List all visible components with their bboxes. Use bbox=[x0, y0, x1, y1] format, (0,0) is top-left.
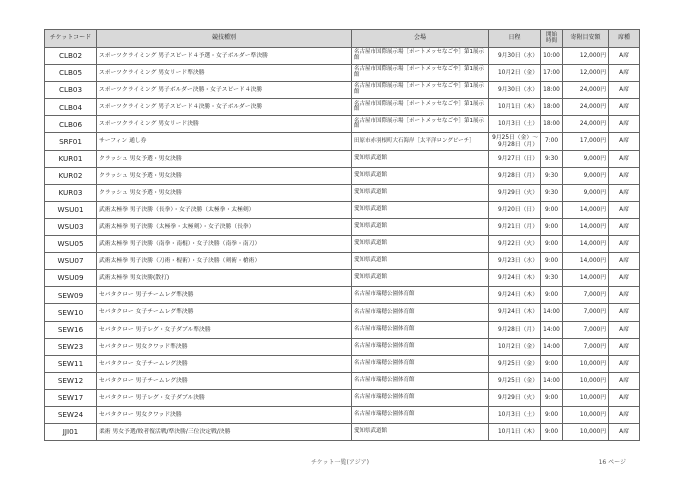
ticket-code: JJI01 bbox=[45, 424, 97, 441]
start-time: 17:00 bbox=[541, 65, 563, 82]
event-date: 9月25日（金） bbox=[489, 372, 541, 389]
start-time: 9:30 bbox=[541, 270, 563, 287]
venue-name: 名古屋市瑞穂公園体育館 bbox=[352, 321, 489, 338]
event-date: 9月25日（金）～9月28日（月） bbox=[489, 133, 541, 150]
ticket-code: WSU05 bbox=[45, 236, 97, 253]
event-date: 9月22日（火） bbox=[489, 236, 541, 253]
event-name: セパタクロー 男子レグ・女子ダブル決勝 bbox=[97, 389, 352, 406]
event-date: 9月28日（月） bbox=[489, 321, 541, 338]
donation-amount: 14,000円 bbox=[563, 270, 609, 287]
ticket-code: WSU01 bbox=[45, 201, 97, 218]
event-date: 10月3日（土） bbox=[489, 406, 541, 423]
start-time: 14:00 bbox=[541, 304, 563, 321]
start-time: 9:00 bbox=[541, 236, 563, 253]
event-name: セパタクロー 男子チームレグ決勝 bbox=[97, 372, 352, 389]
venue-name: 名古屋市国際展示場［ポートメッセなごや］第1展示館 bbox=[352, 116, 489, 133]
seat-type: A席 bbox=[609, 304, 640, 321]
event-name: スポーツクライミング 男女リード決勝 bbox=[97, 116, 352, 133]
event-date: 9月23日（水） bbox=[489, 253, 541, 270]
event-date: 9月21日（月） bbox=[489, 218, 541, 235]
page-number: 16 ページ bbox=[598, 459, 626, 466]
venue-name: 愛知県武道館 bbox=[352, 201, 489, 218]
venue-name: 愛知県武道館 bbox=[352, 167, 489, 184]
seat-type: A席 bbox=[609, 65, 640, 82]
table-row bbox=[45, 372, 640, 389]
event-date: 9月30日（水） bbox=[489, 48, 541, 65]
ticket-code: WSU03 bbox=[45, 218, 97, 235]
ticket-code: SEW17 bbox=[45, 389, 97, 406]
table-row bbox=[45, 82, 640, 99]
event-date: 9月20日（日） bbox=[489, 201, 541, 218]
event-name: スポーツクライミング 男女リード準決勝 bbox=[97, 65, 352, 82]
venue-name: 愛知県武道館 bbox=[352, 253, 489, 270]
event-date: 9月24日（木） bbox=[489, 304, 541, 321]
seat-type: A席 bbox=[609, 270, 640, 287]
donation-amount: 12,000円 bbox=[563, 65, 609, 82]
event-name: 武術太極拳 男子決勝（刀術・棍術）・女子決勝（剣術・槍術） bbox=[97, 253, 352, 270]
start-time: 9:30 bbox=[541, 167, 563, 184]
donation-amount: 24,000円 bbox=[563, 99, 609, 116]
donation-amount: 10,000円 bbox=[563, 406, 609, 423]
event-date: 10月1日（木） bbox=[489, 99, 541, 116]
donation-amount: 14,000円 bbox=[563, 236, 609, 253]
donation-amount: 12,000円 bbox=[563, 48, 609, 65]
table-row bbox=[45, 424, 640, 441]
seat-type: A席 bbox=[609, 372, 640, 389]
header-seat: 席種 bbox=[609, 30, 640, 48]
header-date: 日程 bbox=[489, 30, 541, 48]
seat-type: A席 bbox=[609, 184, 640, 201]
start-time: 18:00 bbox=[541, 82, 563, 99]
seat-type: A席 bbox=[609, 99, 640, 116]
venue-name: 愛知県武道館 bbox=[352, 218, 489, 235]
seat-type: A席 bbox=[609, 82, 640, 99]
event-date: 9月24日（木） bbox=[489, 270, 541, 287]
table-row bbox=[45, 150, 640, 167]
header-price: 寄附目安額 bbox=[563, 30, 609, 48]
event-name: クラッシュ 男女予選・男女決勝 bbox=[97, 167, 352, 184]
event-date: 9月28日（月） bbox=[489, 167, 541, 184]
start-time: 9:00 bbox=[541, 287, 563, 304]
header-event: 競技種別 bbox=[97, 30, 352, 48]
table-row bbox=[45, 304, 640, 321]
start-time: 9:00 bbox=[541, 355, 563, 372]
venue-name: 名古屋市国際展示場［ポートメッセなごや］第1展示館 bbox=[352, 65, 489, 82]
ticket-code: KUR02 bbox=[45, 167, 97, 184]
event-name: セパタクロー 女子チームレグ決勝 bbox=[97, 355, 352, 372]
event-name: セパタクロー 男女クワッド決勝 bbox=[97, 406, 352, 423]
start-time: 9:00 bbox=[541, 218, 563, 235]
table-row bbox=[45, 287, 640, 304]
donation-amount: 7,000円 bbox=[563, 321, 609, 338]
event-name: セパタクロー 女子チームレグ準決勝 bbox=[97, 304, 352, 321]
start-time: 18:00 bbox=[541, 116, 563, 133]
event-name: 柔術 男女予選/敗者復活戦/準決勝/三位決定戦/決勝 bbox=[97, 424, 352, 441]
venue-name: 愛知県武道館 bbox=[352, 150, 489, 167]
venue-name: 名古屋市瑞穂公園体育館 bbox=[352, 304, 489, 321]
seat-type: A席 bbox=[609, 253, 640, 270]
event-name: スポーツクライミング 男子スピード４決勝・女子ボルダー決勝 bbox=[97, 99, 352, 116]
table-row bbox=[45, 65, 640, 82]
venue-name: 愛知県武道館 bbox=[352, 236, 489, 253]
start-time: 9:00 bbox=[541, 424, 563, 441]
event-date: 10月3日（土） bbox=[489, 116, 541, 133]
table-row bbox=[45, 406, 640, 423]
start-time: 9:00 bbox=[541, 253, 563, 270]
seat-type: A席 bbox=[609, 406, 640, 423]
start-time: 14:00 bbox=[541, 321, 563, 338]
seat-type: A席 bbox=[609, 338, 640, 355]
start-time: 18:00 bbox=[541, 99, 563, 116]
table-row bbox=[45, 116, 640, 133]
table-row bbox=[45, 133, 640, 150]
ticket-code: SEW12 bbox=[45, 372, 97, 389]
event-date: 9月24日（木） bbox=[489, 287, 541, 304]
ticket-table bbox=[44, 29, 640, 441]
donation-amount: 17,000円 bbox=[563, 133, 609, 150]
table-row bbox=[45, 270, 640, 287]
ticket-code: SEW11 bbox=[45, 355, 97, 372]
header-venue: 会場 bbox=[352, 30, 489, 48]
table-row bbox=[45, 48, 640, 65]
seat-type: A席 bbox=[609, 48, 640, 65]
seat-type: A席 bbox=[609, 133, 640, 150]
footer-title: チケット一覧(アジア) bbox=[311, 459, 369, 466]
event-name: スポーツクライミング 男子ボルダー決勝・女子スピード４決勝 bbox=[97, 82, 352, 99]
event-name: セパタクロー 男子レグ・女子ダブル準決勝 bbox=[97, 321, 352, 338]
ticket-code: CLB03 bbox=[45, 82, 97, 99]
event-name: 武術太極拳 男子決勝（太極拳・太極剣）・女子決勝（長拳） bbox=[97, 218, 352, 235]
ticket-code: WSU09 bbox=[45, 270, 97, 287]
event-name: 武術太極拳 男女決勝(散打) bbox=[97, 270, 352, 287]
donation-amount: 10,000円 bbox=[563, 355, 609, 372]
donation-amount: 10,000円 bbox=[563, 372, 609, 389]
table-row bbox=[45, 389, 640, 406]
donation-amount: 7,000円 bbox=[563, 287, 609, 304]
header-code: チケットコード bbox=[45, 30, 97, 48]
table-row bbox=[45, 201, 640, 218]
venue-name: 名古屋市国際展示場［ポートメッセなごや］第1展示館 bbox=[352, 82, 489, 99]
ticket-code: SEW16 bbox=[45, 321, 97, 338]
event-name: 武術太極拳 男子決勝（南拳・南棍）・女子決勝（南拳・南刀） bbox=[97, 236, 352, 253]
start-time: 14:00 bbox=[541, 372, 563, 389]
seat-type: A席 bbox=[609, 287, 640, 304]
event-name: セパタクロー 男子チームレグ準決勝 bbox=[97, 287, 352, 304]
donation-amount: 24,000円 bbox=[563, 82, 609, 99]
event-name: 武術太極拳 男子決勝（長拳）・女子決勝（太極拳・太極剣） bbox=[97, 201, 352, 218]
venue-name: 愛知県武道館 bbox=[352, 270, 489, 287]
table-row bbox=[45, 167, 640, 184]
seat-type: A席 bbox=[609, 116, 640, 133]
event-name: クラッシュ 男女予選・男女決勝 bbox=[97, 184, 352, 201]
event-date: 9月30日（水） bbox=[489, 82, 541, 99]
event-date: 10月2日（金） bbox=[489, 338, 541, 355]
event-name: クラッシュ 男女予選・男女決勝 bbox=[97, 150, 352, 167]
venue-name: 名古屋市瑞穂公園体育館 bbox=[352, 338, 489, 355]
donation-amount: 9,000円 bbox=[563, 150, 609, 167]
donation-amount: 14,000円 bbox=[563, 201, 609, 218]
ticket-code: CLB05 bbox=[45, 65, 97, 82]
venue-name: 名古屋市瑞穂公園体育館 bbox=[352, 406, 489, 423]
ticket-code: SEW10 bbox=[45, 304, 97, 321]
table-row bbox=[45, 253, 640, 270]
donation-amount: 24,000円 bbox=[563, 116, 609, 133]
ticket-code: KUR01 bbox=[45, 150, 97, 167]
event-date: 10月2日（金） bbox=[489, 65, 541, 82]
event-date: 9月29日（火） bbox=[489, 184, 541, 201]
venue-name: 田原市赤羽根町大石海岸［太平洋ロングビーチ］ bbox=[352, 133, 489, 150]
table-row bbox=[45, 99, 640, 116]
seat-type: A席 bbox=[609, 167, 640, 184]
venue-name: 名古屋市国際展示場［ポートメッセなごや］第1展示館 bbox=[352, 48, 489, 65]
start-time: 9:30 bbox=[541, 184, 563, 201]
start-time: 9:00 bbox=[541, 389, 563, 406]
seat-type: A席 bbox=[609, 150, 640, 167]
donation-amount: 7,000円 bbox=[563, 304, 609, 321]
donation-amount: 9,000円 bbox=[563, 184, 609, 201]
ticket-code: SEW09 bbox=[45, 287, 97, 304]
start-time: 14:00 bbox=[541, 338, 563, 355]
venue-name: 名古屋市国際展示場［ポートメッセなごや］第1展示館 bbox=[352, 99, 489, 116]
ticket-code: CLB02 bbox=[45, 48, 97, 65]
donation-amount: 10,000円 bbox=[563, 389, 609, 406]
event-name: セパタクロー 男女クワッド準決勝 bbox=[97, 338, 352, 355]
event-name: サーフィン 通し券 bbox=[97, 133, 352, 150]
start-time: 9:00 bbox=[541, 201, 563, 218]
donation-amount: 14,000円 bbox=[563, 253, 609, 270]
venue-name: 名古屋市瑞穂公園体育館 bbox=[352, 389, 489, 406]
table-row bbox=[45, 236, 640, 253]
start-time: 7:00 bbox=[541, 133, 563, 150]
table-row bbox=[45, 218, 640, 235]
ticket-code: SEW23 bbox=[45, 338, 97, 355]
venue-name: 名古屋市瑞穂公園体育館 bbox=[352, 372, 489, 389]
event-date: 10月1日（木） bbox=[489, 424, 541, 441]
table-row bbox=[45, 338, 640, 355]
start-time: 9:30 bbox=[541, 150, 563, 167]
ticket-code: CLB06 bbox=[45, 116, 97, 133]
donation-amount: 7,000円 bbox=[563, 338, 609, 355]
seat-type: A席 bbox=[609, 201, 640, 218]
start-time: 9:00 bbox=[541, 406, 563, 423]
table-row bbox=[45, 355, 640, 372]
donation-amount: 14,000円 bbox=[563, 218, 609, 235]
ticket-code: KUR03 bbox=[45, 184, 97, 201]
event-date: 9月27日（日） bbox=[489, 150, 541, 167]
seat-type: A席 bbox=[609, 424, 640, 441]
event-date: 9月29日（火） bbox=[489, 389, 541, 406]
start-time: 10:00 bbox=[541, 48, 563, 65]
seat-type: A席 bbox=[609, 236, 640, 253]
event-date: 9月25日（金） bbox=[489, 355, 541, 372]
venue-name: 名古屋市瑞穂公園体育館 bbox=[352, 355, 489, 372]
ticket-code: CLB04 bbox=[45, 99, 97, 116]
seat-type: A席 bbox=[609, 218, 640, 235]
header-time: 開始 時間 bbox=[541, 30, 563, 48]
table-row bbox=[45, 321, 640, 338]
table-row bbox=[45, 184, 640, 201]
header-row bbox=[45, 30, 640, 48]
ticket-code: SRF01 bbox=[45, 133, 97, 150]
venue-name: 愛知県武道館 bbox=[352, 424, 489, 441]
seat-type: A席 bbox=[609, 355, 640, 372]
venue-name: 愛知県武道館 bbox=[352, 184, 489, 201]
venue-name: 名古屋市瑞穂公園体育館 bbox=[352, 287, 489, 304]
seat-type: A席 bbox=[609, 321, 640, 338]
donation-amount: 10,000円 bbox=[563, 424, 609, 441]
ticket-code: SEW24 bbox=[45, 406, 97, 423]
seat-type: A席 bbox=[609, 389, 640, 406]
event-name: スポーツクライミング 男子スピード４予選・女子ボルダー準決勝 bbox=[97, 48, 352, 65]
donation-amount: 9,000円 bbox=[563, 167, 609, 184]
ticket-code: WSU07 bbox=[45, 253, 97, 270]
